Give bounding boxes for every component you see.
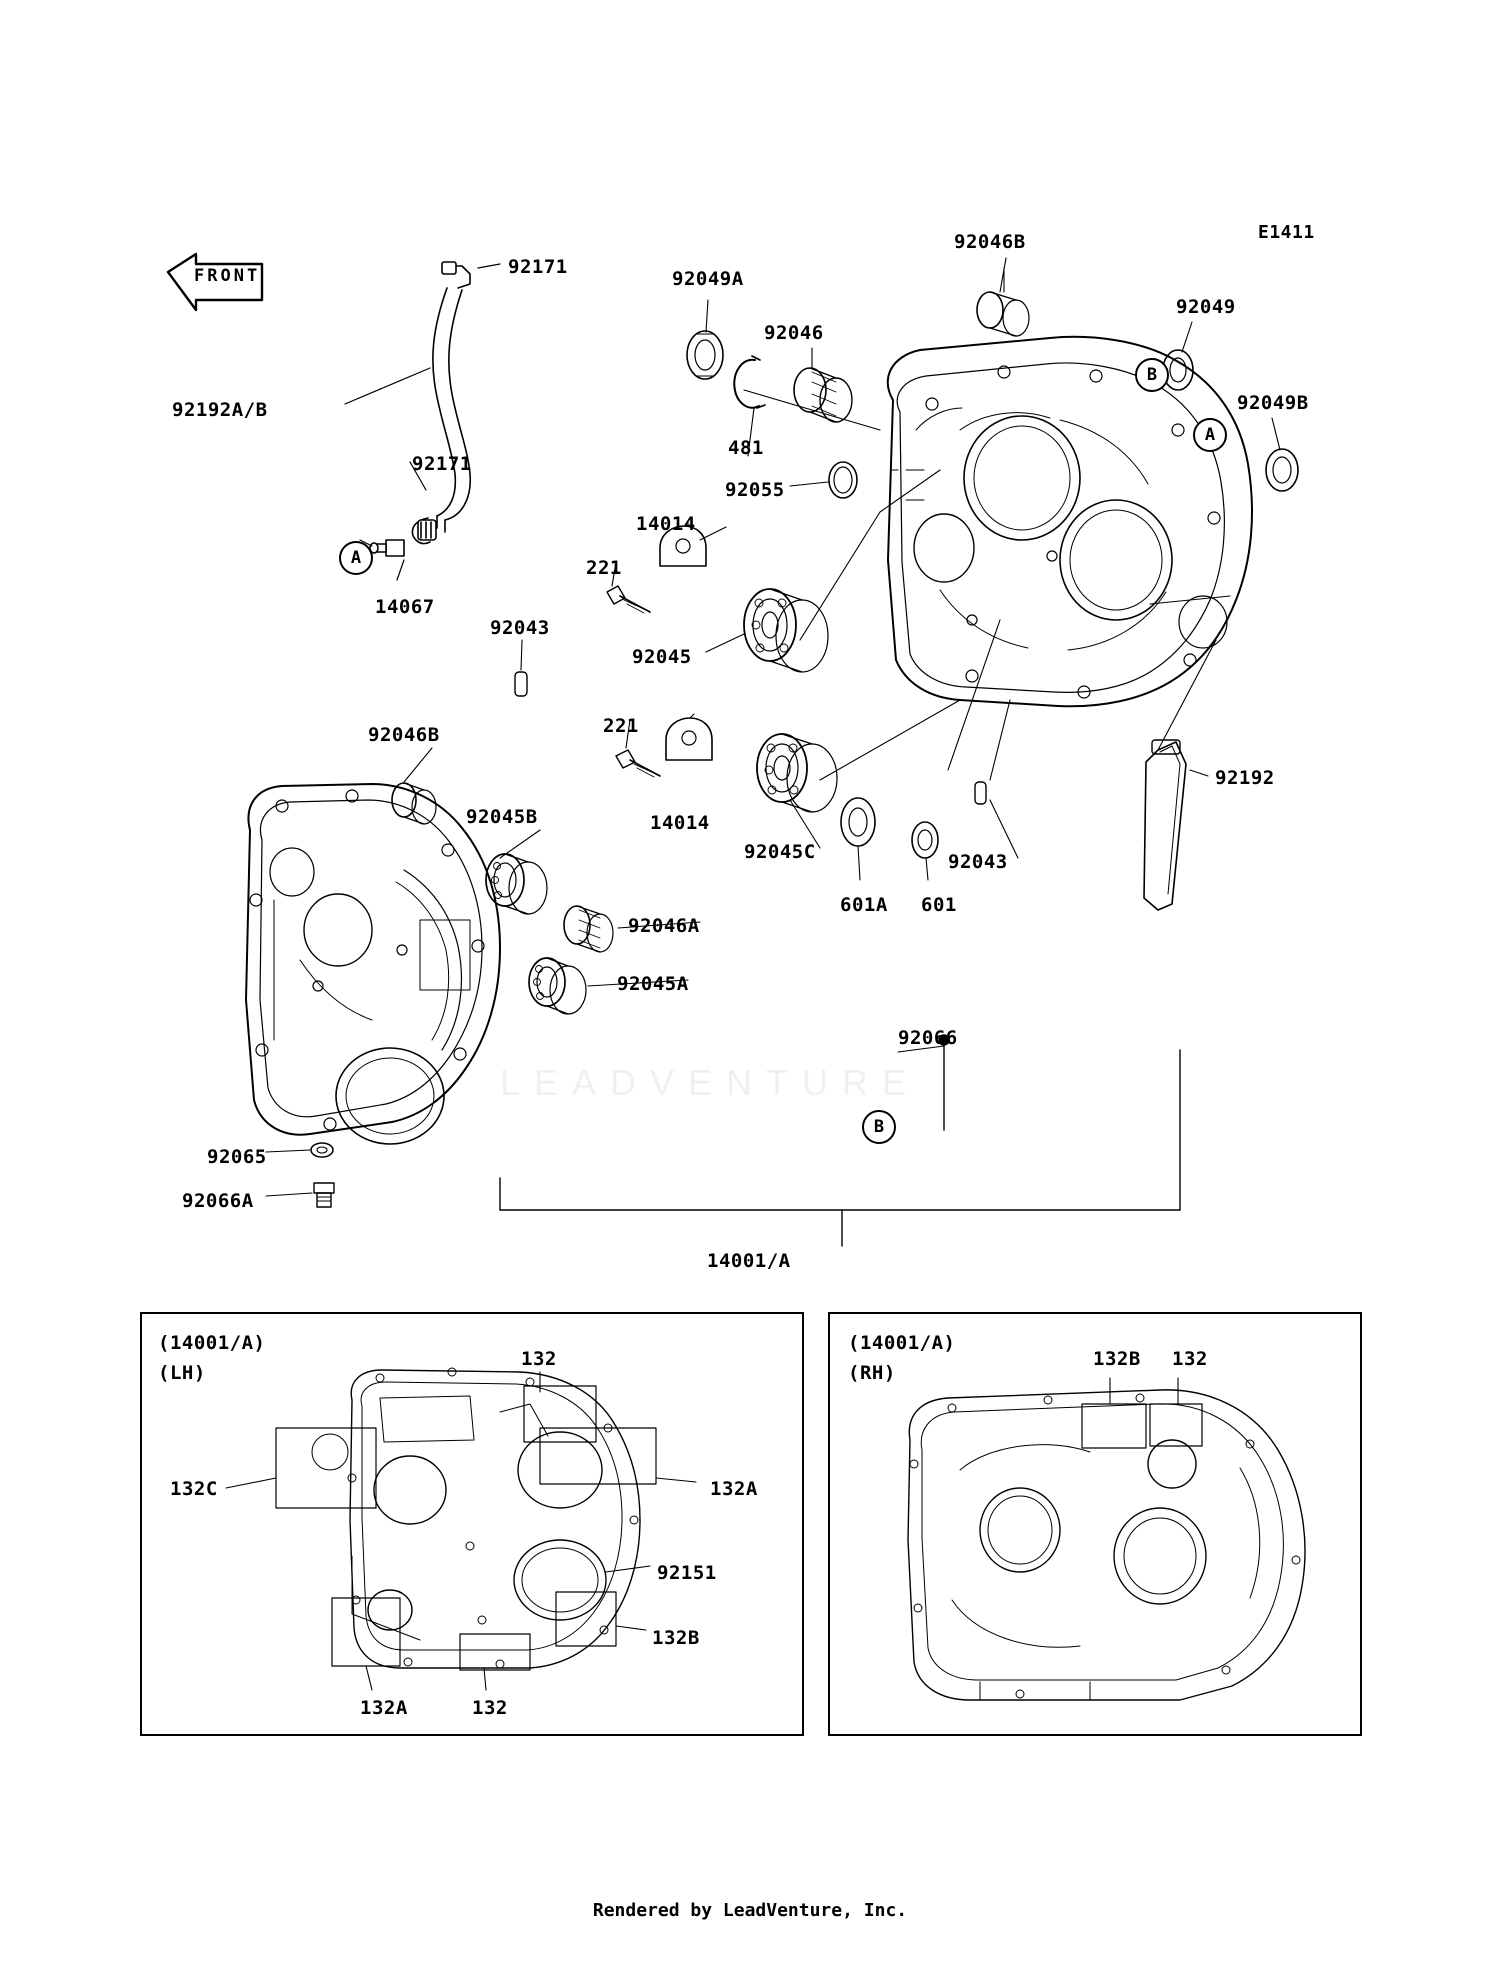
section-marker-b-3: B: [862, 1110, 896, 1144]
part-92046B-top: [977, 292, 1029, 336]
panel-rh-title-1: (14001/A): [848, 1332, 956, 1354]
part-92049A: [687, 331, 723, 379]
footer-credit: Rendered by LeadVenture, Inc.: [592, 1900, 908, 1921]
part-callout-92043: 92043: [948, 851, 1008, 873]
part-callout-92049A: 92049A: [672, 268, 744, 290]
part-221-upper: [607, 586, 650, 613]
part-callout-92065: 92065: [207, 1146, 267, 1168]
part-92049B: [1266, 449, 1298, 491]
part-92066A: [314, 1183, 334, 1207]
panel-callout-92151-3: 92151: [657, 1562, 717, 1584]
part-callout-601: 601: [921, 894, 957, 916]
part-callout-601A: 601A: [840, 894, 888, 916]
part-callout-92046: 92046: [764, 322, 824, 344]
part-92046: [794, 368, 852, 422]
part-callout-92192: 92192: [1215, 767, 1275, 789]
part-callout-92171: 92171: [412, 453, 472, 475]
part-callout-92043: 92043: [490, 617, 550, 639]
part-callout-92055: 92055: [725, 479, 785, 501]
watermark-text: LEADVENTURE: [500, 1062, 921, 1103]
section-marker-a-2: A: [339, 541, 373, 575]
part-callout-14067: 14067: [375, 596, 435, 618]
part-92045A: [529, 958, 586, 1014]
part-92046B-left: [392, 783, 436, 824]
detail-panel-rh: [828, 1312, 1362, 1736]
part-601A: [841, 798, 875, 846]
panel-callout-132B-0: 132B: [1093, 1348, 1141, 1370]
part-callout-92049: 92049: [1176, 296, 1236, 318]
part-callout-92046B: 92046B: [368, 724, 440, 746]
part-callout-92045: 92045: [632, 646, 692, 668]
part-callout-92045C: 92045C: [744, 841, 816, 863]
part-92046A: [564, 906, 613, 952]
part-callout-92046B: 92046B: [954, 231, 1026, 253]
panel-lh-title-2: (LH): [158, 1362, 206, 1384]
part-callout-92066A: 92066A: [182, 1190, 254, 1212]
part-callout-92171: 92171: [508, 256, 568, 278]
panel-callout-132A-5: 132A: [360, 1697, 408, 1719]
part-callout-14014: 14014: [636, 513, 696, 535]
panel-callout-132B-4: 132B: [652, 1627, 700, 1649]
part-callout-14001-A: 14001/A: [707, 1250, 791, 1272]
part-callout-92045A: 92045A: [617, 973, 689, 995]
panel-lh-title-1: (14001/A): [158, 1332, 266, 1354]
front-label: FRONT: [194, 266, 261, 286]
part-92192: [1144, 740, 1186, 910]
part-481: [734, 356, 765, 408]
part-92045B: [486, 854, 547, 914]
part-callout-14014: 14014: [650, 812, 710, 834]
part-92065: [311, 1143, 333, 1157]
part-callout-92046A: 92046A: [628, 915, 700, 937]
part-callout-92192A-B: 92192A/B: [172, 399, 268, 421]
part-92043-upper: [515, 672, 527, 696]
detail-panel-lh: [140, 1312, 804, 1736]
part-callout-92049B: 92049B: [1237, 392, 1309, 414]
front-direction-marker: [160, 252, 265, 312]
diagram-code: E1411: [1258, 222, 1315, 243]
panel-callout-132C-1: 132C: [170, 1478, 218, 1500]
panel-callout-132-6: 132: [472, 1697, 508, 1719]
part-callout-221: 221: [586, 557, 622, 579]
part-92045C: [757, 734, 837, 812]
part-callout-221: 221: [603, 715, 639, 737]
part-callout-92066: 92066: [898, 1027, 958, 1049]
panel-callout-132-1: 132: [1172, 1348, 1208, 1370]
part-14014-lower: [666, 718, 712, 760]
part-callout-481: 481: [728, 437, 764, 459]
panel-callout-132A-2: 132A: [710, 1478, 758, 1500]
section-marker-b-0: B: [1135, 358, 1169, 392]
part-92043-lower: [975, 782, 986, 804]
section-marker-a-1: A: [1193, 418, 1227, 452]
part-92045: [744, 589, 828, 672]
part-92055: [829, 462, 857, 498]
panel-rh-title-2: (RH): [848, 1362, 896, 1384]
panel-callout-132-0: 132: [521, 1348, 557, 1370]
part-601: [912, 822, 938, 858]
part-221-lower: [616, 750, 660, 777]
crankcase-lh-artwork: [246, 784, 500, 1144]
part-callout-92045B: 92045B: [466, 806, 538, 828]
crankcase-rh-artwork: [888, 337, 1252, 706]
